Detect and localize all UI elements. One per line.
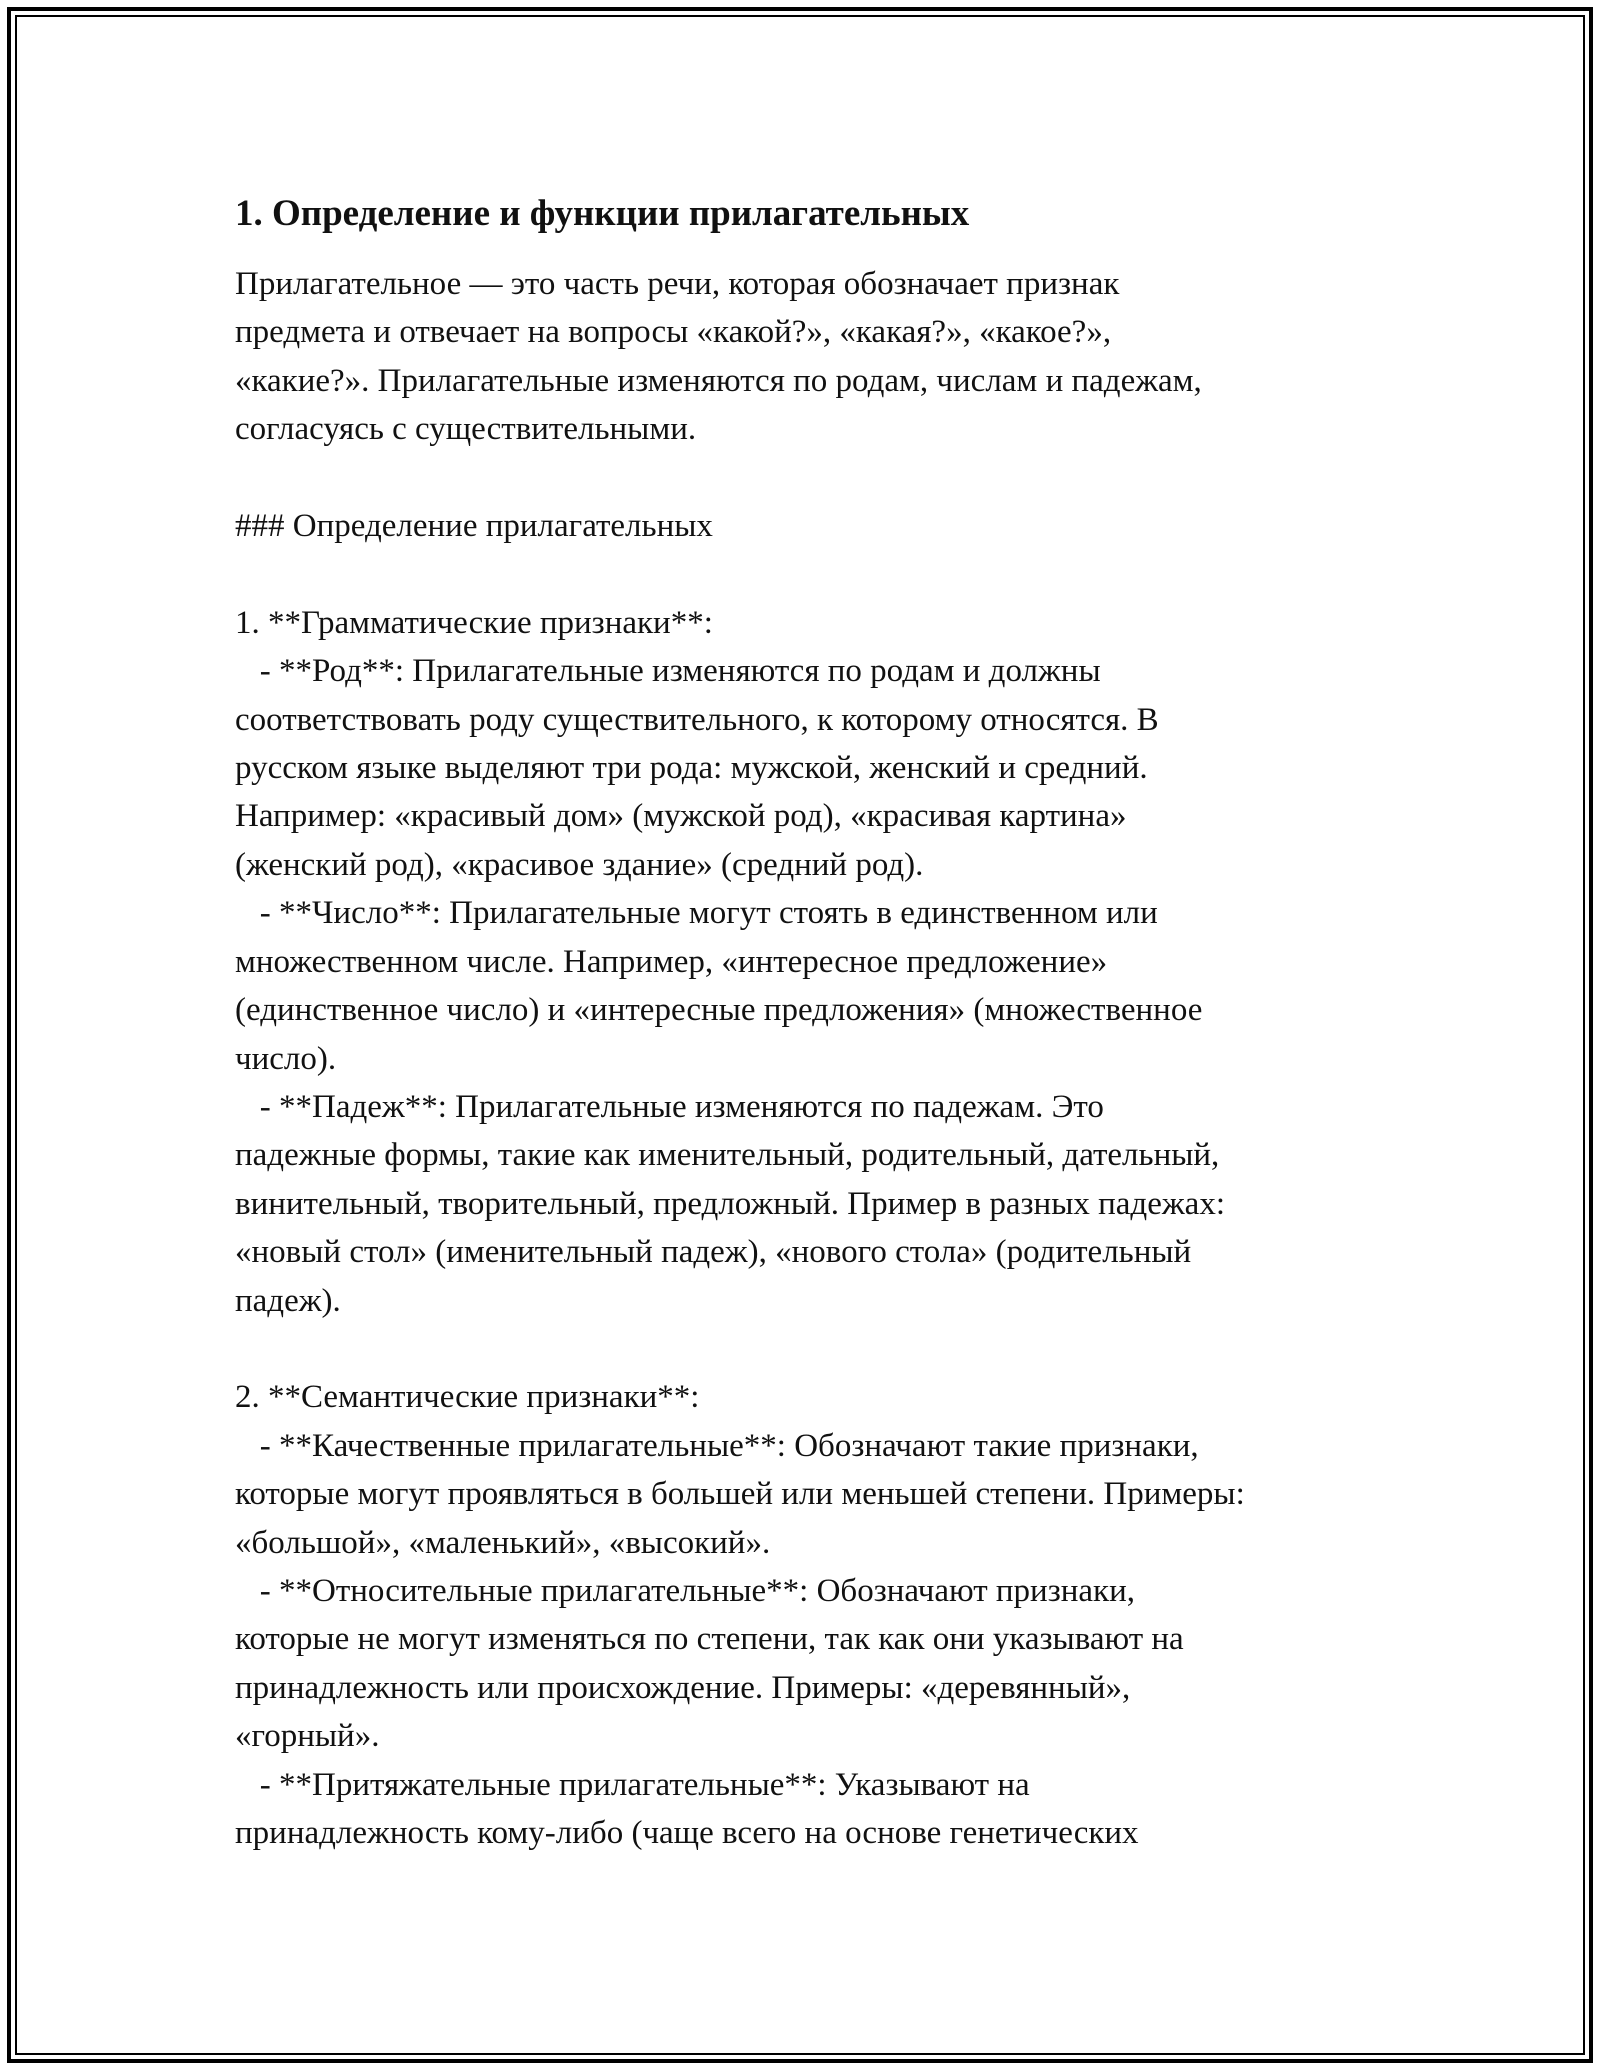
document-content (235, 186, 1385, 1857)
body-text: Прилагательное — это часть речи, которая обозначает признак предмета и отвечает на вопросы «какой?», «какая?», «какое?», «какие?». Прилагательные изменяются по родам, числам и падежам, согласуясь с существительными. ### Определение прилагательных 1. **Грамматические признаки**: - **Род**: Прилагательные изменяются по родам и должны соответствовать роду существительного, к которому относятся. В русском языке выделяют три рода: мужской, женский и средний. Например: «красивый дом» (мужской род), «красивая картина» (женский род), «красивое здание» (средний род). - **Число**: Прилагательные могут стоять в единственном или множественном числе. Например, «интересное предложение» (единственное число) и «интересные предложения» (множественное число). - **Падеж**: Прилагательные изменяются по падежам. Это падежные формы, такие как именительный, родительный, дательный, винительный, творительный, предложный. Пример в разных падежах: «новый стол» (именительный падеж), «нового стола» (родительный падеж). 2. **Семантические признаки**: - **Качественные прилагательные**: Обозначают такие признаки, которые могут проявляться в большей или меньшей степени. Примеры: «большой», «маленький», «высокий». - **Относительные прилагательные**: Обозначают признаки, которые не могут изменяться по степени, так как они указывают на принадлежность или происхождение. Примеры: «деревянный», «горный». - **Притяжательные прилагательные**: Указывают на принадлежность кому-либо (чаще всего на основе генетических (235, 266, 1245, 1851)
section-heading: 1. Определение и функции прилагательных (235, 193, 970, 234)
